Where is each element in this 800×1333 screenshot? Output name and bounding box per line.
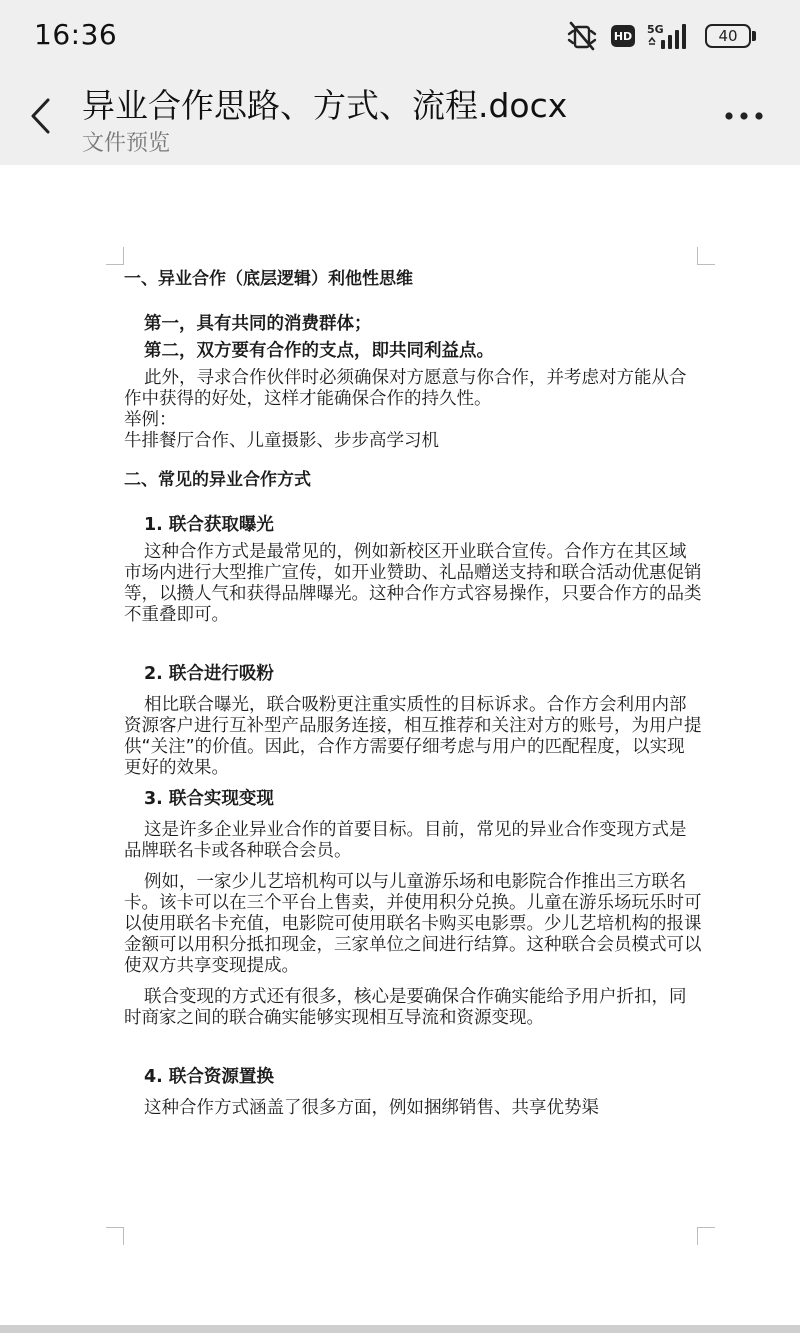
subsection-heading: 3. 联合实现变现 bbox=[144, 789, 274, 809]
battery-cap bbox=[752, 31, 756, 41]
network-type-label: 5G bbox=[647, 23, 664, 36]
section-heading: 二、常见的异业合作方式 bbox=[124, 470, 311, 490]
page-corner-mark bbox=[697, 1227, 715, 1245]
subsection-heading: 1. 联合获取曝光 bbox=[144, 515, 274, 535]
page-corner-mark bbox=[106, 1227, 124, 1245]
paragraph: 例如，一家少儿艺培机构可以与儿童游乐场和电影院合作推出三方联名卡。该卡可以在三个平台上售卖，并使用积分兑换。儿童在游乐场玩乐时可以使用联名卡充值，电影院可使用联名卡购买电影票。少儿艺培机构的报课金额可以用积分抵扣现金，三家单位之间进行结算。这种联合会员模式可以使双方共享变现提成。 bbox=[124, 872, 702, 976]
example-label: 举例： bbox=[124, 410, 177, 430]
hd-icon: HD bbox=[611, 25, 635, 47]
document-page[interactable] bbox=[0, 165, 800, 1325]
back-button[interactable] bbox=[22, 92, 58, 140]
point-heading: 第一，具有共同的消费群体； bbox=[144, 314, 372, 334]
signal-icon bbox=[647, 22, 693, 50]
example-text: 牛排餐厅合作、儿童摄影、步步高学习机 bbox=[124, 431, 439, 451]
battery-level: 40 bbox=[705, 24, 751, 48]
file-title: 异业合作思路、方式、流程.docx bbox=[82, 86, 568, 125]
page-corner-mark bbox=[106, 247, 124, 265]
more-options-button[interactable] bbox=[722, 100, 766, 132]
top-chrome bbox=[0, 0, 800, 165]
section-heading: 一、异业合作（底层逻辑）利他性思维 bbox=[124, 269, 413, 289]
subsection-heading: 2. 联合进行吸粉 bbox=[144, 664, 274, 684]
paragraph: 这种合作方式涵盖了很多方面，例如捆绑销售、共享优势渠 bbox=[144, 1098, 599, 1118]
document-content bbox=[124, 269, 702, 1119]
subsection-heading: 4. 联合资源置换 bbox=[144, 1067, 274, 1087]
page-bottom-divider bbox=[0, 1325, 800, 1333]
status-time: 16:36 bbox=[34, 18, 118, 51]
paragraph: 联合变现的方式还有很多，核心是要确保合作确实能给予用户折扣，同时商家之间的联合确实能够实现相互导流和资源变现。 bbox=[124, 987, 687, 1028]
point-heading: 第二，双方要有合作的支点，即共同利益点。 bbox=[144, 341, 494, 361]
more-dots-icon bbox=[724, 111, 764, 121]
paragraph: 相比联合曝光，联合吸粉更注重实质性的目标诉求。合作方会利用内部资源客户进行互补型产品服务连接，相互推荐和关注对方的账号，为用户提供“关注”的价值。因此，合作方需要仔细考虑与用户的匹配程度，以实现更好的效果。 bbox=[124, 695, 702, 778]
paragraph: 此外，寻求合作伙伴时必须确保对方愿意与你合作，并考虑对方能从合作中获得的好处，这样才能确保合作的持久性。 bbox=[124, 368, 687, 409]
file-subtitle: 文件预览 bbox=[82, 131, 171, 156]
paragraph: 这种合作方式是最常见的，例如新校区开业联合宣传。合作方在其区域市场内进行大型推广宣传，如开业赞助、礼品赠送支持和联合活动优惠促销等，以攒人气和获得品牌曝光。这种合作方式容易操作，只要合作方的品类不重叠即可。 bbox=[124, 542, 702, 625]
chevron-left-icon bbox=[29, 97, 51, 135]
page-corner-mark bbox=[697, 247, 715, 265]
paragraph: 这是许多企业异业合作的首要目标。目前，常见的异业合作变现方式是品牌联名卡或各种联合会员。 bbox=[124, 820, 687, 861]
status-icons bbox=[565, 20, 756, 52]
vibrate-mute-icon bbox=[565, 21, 599, 51]
battery-indicator bbox=[705, 24, 756, 48]
